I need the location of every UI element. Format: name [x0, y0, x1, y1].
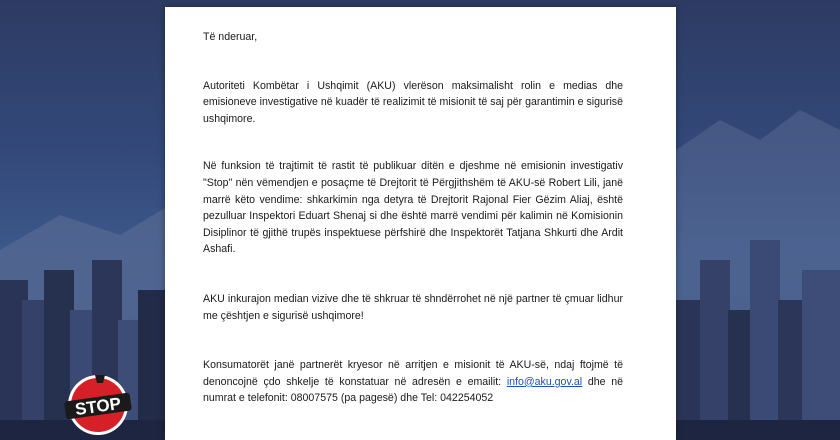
letter-paragraph-1: Autoriteti Kombëtar i Ushqimit (AKU) vlerëson maksimalisht rolin e medias dhe emisioneve investigative në kuadër të realizimit të misionit të saj për garantimin e sigurisë ushqimore.: [203, 79, 623, 125]
letter-salutation: Të nderuar,: [203, 31, 258, 43]
contact-text-end: dhe në numrat e telefonit: 08007575 (pa pagesë) dhe Tel: 042254052: [203, 375, 623, 405]
letter-paragraph-2: Në funksion të trajtimit të rastit të publikuar ditën e djeshme në emisionin investigativ "Stop" nën vëmendjen e posaçme të Drejtorit të Përgjithshëm të AKU-së Robert Lili, janë marrë këto vendime: shkarkimin nga detyra të Drejtorit Rajonal Fier Gëzim Aliaj, është pezulluar Inspektori Eduart Shenaj si dhe është marrë vendimi për kalimin në Komisionin Disiplinor të gjithë trupës inspektuese përfshirë dhe Inspektorët Tatjana Shkurti dhe Ardit Ashafi.: [203, 160, 623, 256]
logo-text: STOP: [73, 393, 123, 420]
letter-paragraph-3: AKU inkurajon median vizive dhe të shkruar të shndërrohet në një partner të çmuar lidhur me çështjen e sigurisë ushqimore!: [203, 292, 623, 322]
letter-body: [203, 29, 623, 407]
letter-page: [165, 7, 676, 440]
email-link[interactable]: info@aku.gov.al: [506, 375, 583, 388]
contact-text-start: Konsumatorët janë partnerët kryesor në arritjen e misionit të AKU-së, ndaj ftojmë të denoncojnë çdo shkelje të konstatuar në adresën e emailit:: [203, 359, 623, 388]
letter-paragraph-4: [203, 357, 623, 407]
stop-logo: [59, 371, 137, 437]
